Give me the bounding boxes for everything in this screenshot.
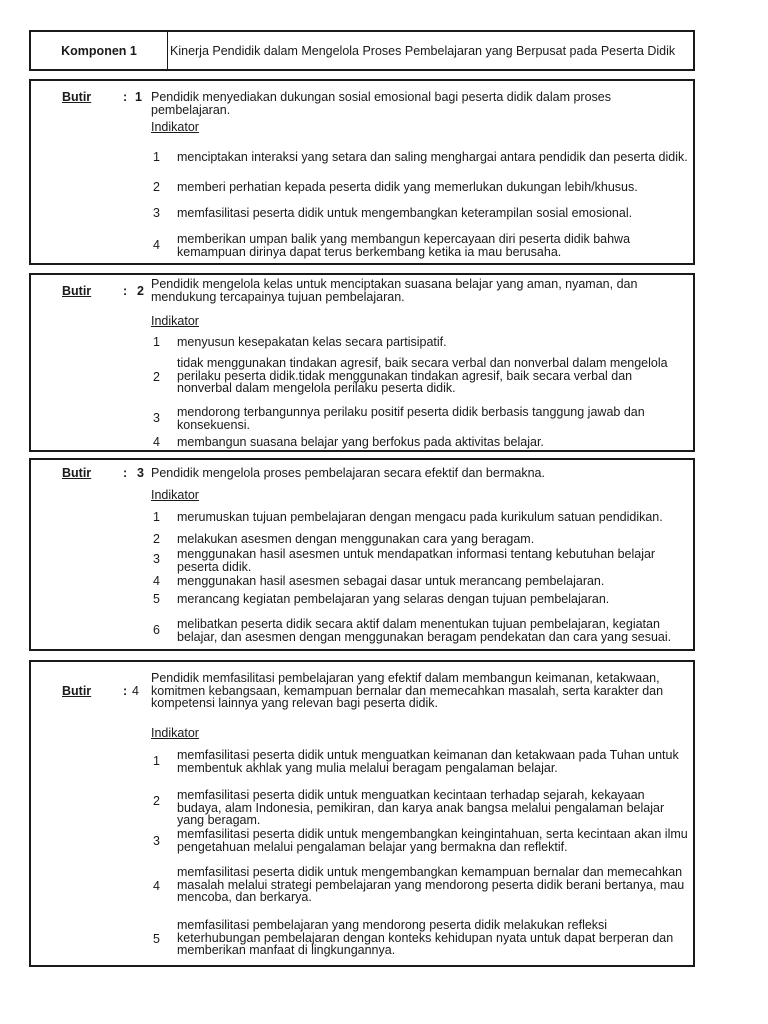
indicator-text: merumuskan tujuan pembelajaran dengan mengacu pada kurikulum satuan pendidikan. [177,510,663,524]
indicator-number: 1 [153,150,160,164]
indicator-text: memberi perhatian kepada peserta didik yang memerlukan dukungan lebih/khusus. [177,180,638,194]
indicator-number: 1 [153,754,160,768]
indicator-number: 3 [153,206,160,220]
butir-statement: Pendidik memfasilitasi pembelajaran yang efektif dalam membangun keimanan, ketakwaan, komitmen kebangsaan, kemampuan bernalar dan memecahkan masalah, serta karakter dan kompetensi lainnya yang relevan bagi peserta didik. [151,671,664,710]
indicator-number: 3 [153,552,160,566]
indicator-text: memfasilitasi peserta didik untuk menguatkan kecintaan terhadap sejarah, kekayaan budaya, alam Indonesia, pemikiran, dan karya anak bangsa melalui pengalaman belajar yang beragam. [177,788,665,827]
butir-section-2 [29,273,695,452]
indicator-number: 5 [153,932,160,946]
indicator-text: merancang kegiatan pembelajaran yang selaras dengan tujuan pembelajaran. [177,592,610,606]
butir-colon: : [123,684,128,698]
komponen-label: Komponen 1 [31,32,168,69]
indicator-text: melakukan asesmen dengan menggunakan cara yang beragam. [177,532,535,546]
butir-statement: Pendidik mengelola kelas untuk menciptakan suasana belajar yang aman, nyaman, dan mendukung tercapainya tujuan pembelajaran. [151,277,638,304]
butir-section-1 [29,79,695,265]
indicator-text: menciptakan interaksi yang setara dan saling menghargai antara pendidik dan peserta didik. [177,150,688,164]
indikator-heading: Indikator [151,726,199,740]
indicator-text: memfasilitasi peserta didik untuk menguatkan keimanan dan ketakwaan pada Tuhan untuk membentuk akhlak yang mulia melalui beragam pengalaman belajar. [177,748,679,775]
indicator-number: 6 [153,623,160,637]
indicator-number: 1 [153,510,160,524]
indicator-number: 4 [153,879,160,893]
butir-label: Butir [62,684,92,698]
indicator-number: 2 [153,532,160,546]
indicator-text: membangun suasana belajar yang berfokus pada aktivitas belajar. [177,435,544,449]
indikator-heading: Indikator [151,120,199,134]
butir-label: Butir [62,90,92,104]
butir-number: 3 [137,466,144,480]
indicator-number: 4 [153,435,160,449]
indicator-text: memberikan umpan balik yang membangun kepercayaan diri peserta didik bahwa kemampuan dirinya dapat terus berkembang ketika ia mau berusaha. [177,232,631,259]
indicator-number: 4 [153,574,160,588]
indicator-number: 3 [153,411,160,425]
indicator-text: memfasilitasi peserta didik untuk mengembangkan keingintahuan, serta kecintaan akan ilmu pengetahuan melalui pengalaman belajar yang bermakna dan reflektif. [177,827,688,854]
indicator-number: 3 [153,834,160,848]
indicator-number: 1 [153,335,160,349]
butir-section-4 [29,660,695,967]
butir-statement: Pendidik menyediakan dukungan sosial emosional bagi peserta didik dalam proses pembelajaran. [151,90,612,117]
butir-number: 4 [132,684,139,698]
indicator-text: mendorong terbangunnya perilaku positif peserta didik berbasis tanggung jawab dan konsekuensi. [177,405,645,432]
indicator-text: menggunakan hasil asesmen untuk mendapatkan informasi tentang kebutuhan belajar peserta didik. [177,547,656,574]
butir-colon: : [123,284,128,298]
indikator-heading: Indikator [151,314,199,328]
indicator-number: 2 [153,370,160,384]
indicator-text: melibatkan peserta didik secara aktif dalam menentukan tujuan pembelajaran, kegiatan belajar, dan asesmen dengan menggunakan beragam pendekatan dan cara yang sesuai. [177,617,672,644]
butir-section-3 [29,458,695,651]
indicator-number: 4 [153,238,160,252]
butir-label: Butir [62,284,92,298]
butir-colon: : [123,90,128,104]
indikator-heading: Indikator [151,488,199,502]
indicator-number: 2 [153,794,160,808]
indicator-text: tidak menggunakan tindakan agresif, baik secara verbal dan nonverbal dalam mengelola perilaku peserta didik.tidak menggunakan tindakan agresif, baik secara verbal dan nonverbal dalam mengelola perilaku peserta didik. [177,356,668,395]
komponen-title: Kinerja Pendidik dalam Mengelola Proses Pembelajaran yang Berpusat pada Peserta Didik [170,43,676,58]
butir-number: 1 [135,90,142,104]
indicator-number: 5 [153,592,160,606]
indicator-text: memfasilitasi peserta didik untuk mengembangkan keterampilan sosial emosional. [177,206,633,220]
indicator-text: menyusun kesepakatan kelas secara partisipatif. [177,335,447,349]
komponen-header [29,30,695,71]
indicator-text: menggunakan hasil asesmen sebagai dasar untuk merancang pembelajaran. [177,574,605,588]
butir-statement: Pendidik mengelola proses pembelajaran secara efektif dan bermakna. [151,466,545,480]
butir-label: Butir [62,466,92,480]
butir-number: 2 [137,284,144,298]
indicator-text: memfasilitasi peserta didik untuk mengembangkan kemampuan bernalar dan memecahkan masalah melalui strategi pembelajaran yang mendorong peserta didik berani bertanya, mau mencoba, dan berkarya. [177,865,685,904]
indicator-text: memfasilitasi pembelajaran yang mendorong peserta didik melakukan refleksi keterhubungan pembelajaran dengan konteks kehidupan nyata untuk dapat berperan dan memberikan manfaat di lingkungannya. [177,918,674,957]
indicator-number: 2 [153,180,160,194]
butir-colon: : [123,466,128,480]
